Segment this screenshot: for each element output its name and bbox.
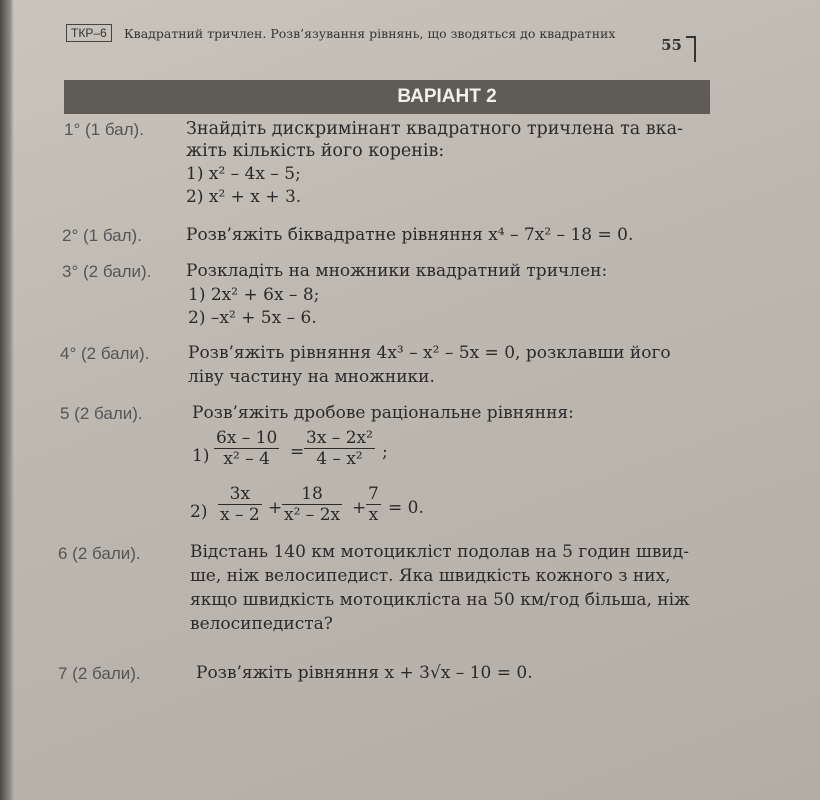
eq2-plus-2: + bbox=[352, 498, 367, 518]
eq2-fraction-3 bbox=[366, 484, 381, 525]
section-code: ТКР–6 bbox=[66, 24, 112, 42]
task-5-text: Розв’яжіть дробове раціональне рівняння: bbox=[192, 403, 574, 423]
task-1-text-line2: жіть кількість його коренів: bbox=[186, 141, 445, 161]
eq2-f1-numerator: 3x bbox=[218, 484, 262, 505]
task-1-number: 1° (1 бал). bbox=[64, 120, 144, 139]
task-3-item-1: 1) 2x² + 6x – 8; bbox=[188, 285, 320, 305]
task-2-text: Розв’яжіть біквадратне рівняння x⁴ – 7x² – 18 = 0. bbox=[186, 225, 634, 245]
task-3-number: 3° (2 бали). bbox=[62, 262, 152, 281]
eq1-rhs-numerator: 3x – 2x² bbox=[306, 428, 373, 448]
task-4-text-line2: ліву частину на множники. bbox=[188, 367, 435, 387]
eq2-plus-1: + bbox=[268, 498, 283, 518]
eq2-f1-denominator: x – 2 bbox=[220, 505, 260, 525]
task-3-text: Розкладіть на множники квадратний тричлен: bbox=[186, 261, 608, 281]
page-header bbox=[66, 22, 696, 62]
task-6-text-line4: велосипедиста? bbox=[190, 614, 333, 634]
eq1-lhs-fraction bbox=[214, 428, 279, 469]
eq1-lhs-numerator: 6x – 10 bbox=[216, 428, 278, 448]
eq2-end: = 0. bbox=[388, 498, 424, 518]
task-1-item-2: 2) x² + x + 3. bbox=[186, 187, 302, 207]
eq2-f2-denominator: x² – 2x bbox=[284, 505, 341, 525]
page-edge-shadow bbox=[0, 0, 14, 800]
eq2-fraction-2 bbox=[282, 484, 342, 525]
task-6-text-line3: якщо швидкість мотоцикліста на 50 км/год більша, ніж bbox=[190, 590, 690, 610]
eq1-rhs-fraction bbox=[304, 428, 375, 469]
task-6-number: 6 (2 бали). bbox=[58, 544, 141, 563]
eq2-f3-numerator: 7 bbox=[368, 484, 379, 504]
task-6-text-line2: ше, ніж велосипедист. Яка швидкість кожного з них, bbox=[190, 566, 671, 586]
eq2-label: 2) bbox=[190, 502, 208, 522]
task-7-number: 7 (2 бали). bbox=[58, 664, 141, 683]
page-corner-mark bbox=[686, 36, 696, 62]
eq1-lhs-denominator: x² – 4 bbox=[223, 449, 270, 469]
eq1-label: 1) bbox=[192, 446, 210, 466]
variant-title: ВАРІАНТ 2 bbox=[397, 86, 497, 107]
page-number: 55 bbox=[661, 36, 682, 54]
task-2-number: 2° (1 бал). bbox=[62, 226, 142, 245]
task-7-text: Розв’яжіть рівняння x + 3√x – 10 = 0. bbox=[196, 663, 533, 683]
task-4-text-line1: Розв’яжіть рівняння 4x³ – x² – 5x = 0, розклавши його bbox=[188, 343, 671, 363]
header-title: Квадратний тричлен. Розв’язування рівнянь, що зводяться до квадратних bbox=[124, 26, 616, 41]
eq2-fraction-1 bbox=[218, 484, 262, 525]
eq1-end: ; bbox=[382, 442, 388, 462]
task-1-item-1: 1) x² – 4x – 5; bbox=[186, 164, 301, 184]
eq1-rhs-denominator: 4 – x² bbox=[316, 449, 363, 469]
task-1-text-line1: Знайдіть дискримінант квадратного тричлена та вка- bbox=[186, 119, 683, 139]
eq2-f3-denominator: x bbox=[368, 505, 379, 525]
eq1-equals: = bbox=[290, 442, 305, 462]
task-4-number: 4° (2 бали). bbox=[60, 344, 150, 363]
variant-banner bbox=[64, 80, 710, 114]
eq2-f2-numerator: 18 bbox=[282, 484, 342, 505]
task-5-number: 5 (2 бали). bbox=[60, 404, 143, 423]
task-3-item-2: 2) –x² + 5x – 6. bbox=[188, 308, 317, 328]
task-6-text-line1: Відстань 140 км мотоцикліст подолав на 5 годин швид- bbox=[190, 542, 689, 562]
